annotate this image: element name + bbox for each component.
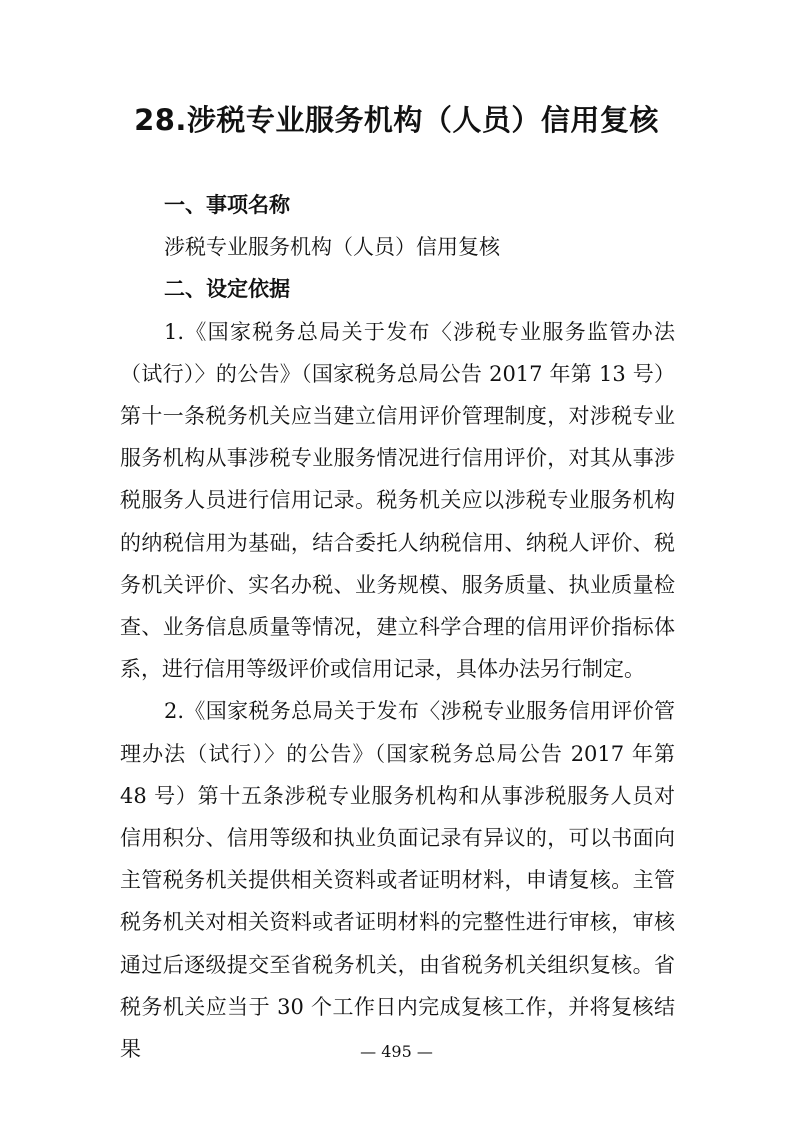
section-heading-item-name: 一、事项名称 xyxy=(164,193,290,217)
legal-basis-paragraph-2: 2.《国家税务总局关于发布〈涉税专业服务信用评价管理办法（试行）〉的公告》（国家税务总局公告 2017 年第 48 号）第十五条涉税专业服务机构和从事涉税服务人员对信用积分、信用等级和执业负面记录有异议的，可以书面向主管税务机关提供相关资料或者证明材料，申请复核。主管税务机关对相关资料或者证明材料的完整性进行审核，审核通过后逐级提交至省税务机关，由省税务机关组织复核。省税务机关应当于 30 个工作日内完成复核工作，并将复核结果 xyxy=(120,699,675,1062)
page-number: — 495 — xyxy=(360,1042,433,1061)
section-heading-legal-basis: 二、设定依据 xyxy=(164,277,290,302)
legal-basis-paragraph-1: 1.《国家税务总局关于发布〈涉税专业服务监管办法（试行）〉的公告》（国家税务总局公告 2017 年第 13 号）第十一条税务机关应当建立信用评价管理制度，对涉税专业服务机构从事涉税专业服务情况进行信用评价，对其从事涉税服务人员进行信用记录。税务机关应以涉税专业服务机构的纳税信用为基础，结合委托人纳税信用、纳税人评价、税务机关评价、实名办税、业务规模、服务质量、执业质量检查、业务信息质量等情况，建立科学合理的信用评价指标体系，进行信用等级评价或信用记录，具体办法另行制定。 xyxy=(120,319,675,682)
item-name-text: 涉税专业服务机构（人员）信用复核 xyxy=(164,235,500,260)
page-title: 28.涉税专业服务机构（人员）信用复核 xyxy=(134,103,659,137)
document-body xyxy=(120,184,675,1070)
